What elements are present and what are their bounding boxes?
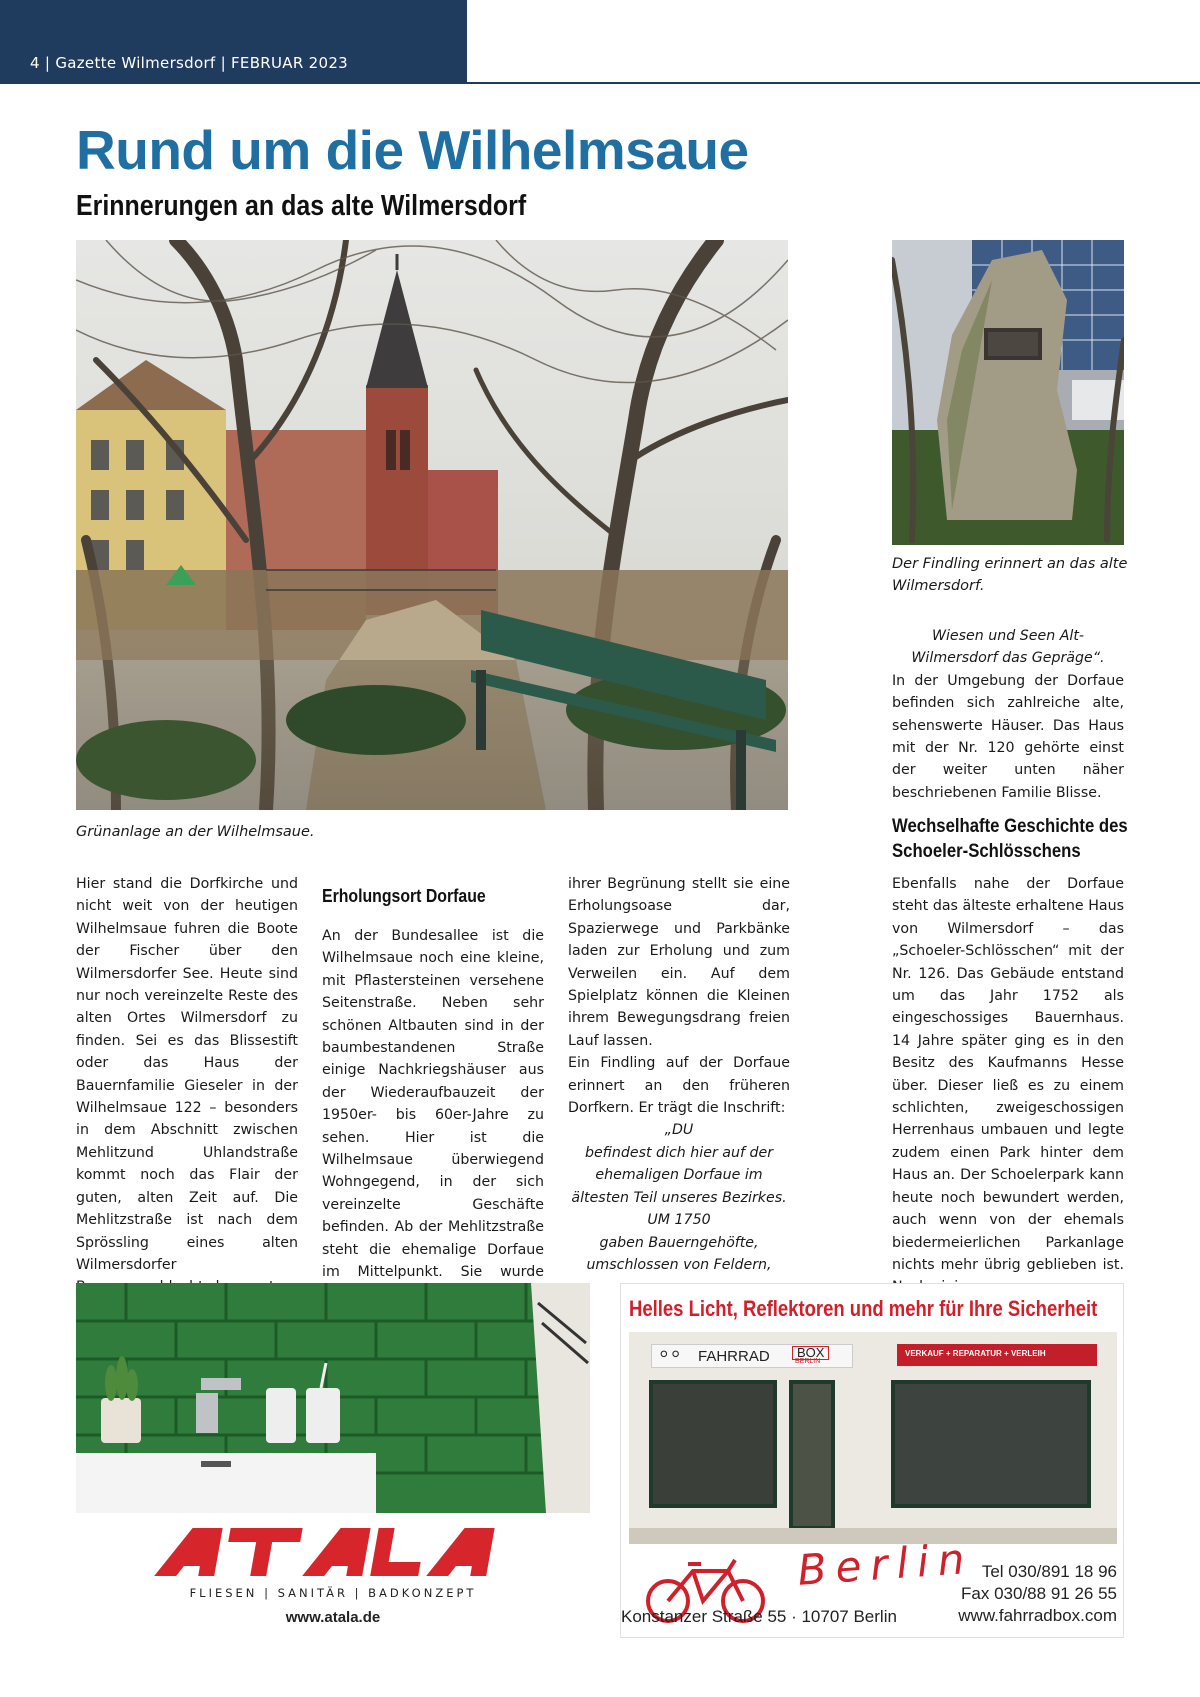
- shop-sign-berlin: BERLIN: [795, 1358, 821, 1365]
- fahrradbox-fax: Fax 030/88 91 26 55: [961, 1584, 1117, 1603]
- park-photo: [76, 240, 788, 810]
- page-subtitle: Erinnerungen an das alte Wilmersdorf: [76, 190, 527, 222]
- shop-window-right: [891, 1380, 1091, 1508]
- inscription-line: gaben Bauerngehöfte,: [599, 1234, 759, 1251]
- column-2-heading: Erholungsort Dorfaue: [322, 886, 486, 906]
- column-3-text-1: ihrer Begrünung stellt sie eine Erholungsoase dar, Spazierwege und Parkbänke laden zur Erholung und zum Verweilen ein. Auf dem Spielplatz können die Kleinen ihrem Bewegungsdrang freien Lauf lassen.: [568, 876, 790, 1049]
- inscription-line: ältesten Teil unseres Bezirkes.: [571, 1189, 787, 1206]
- side-quote-line1: Wiesen und Seen Alt-: [931, 628, 1085, 644]
- column-4-text: Ebenfalls nahe der Dorfaue steht das älteste erhaltene Haus von Wilmersdorf – das „Schoeler-Schlösschen“ mit der Nr. 126. Das Gebäude entstand um das Jahr 1752 als eingeschossiges Bauernhaus. 14 Jahre später ging es in den Besitz des Kaufmanns Hesse über. Dieser ließ es zu einem schlichten, zweigeschossigen Herrenhaus umbauen und legte zudem einen Park hinter dem Haus an. Der Schoelerpark kann heute noch bewundert werden, auch wenn von der ehemals biedermeierlichen Parkanlage nichts mehr übrig geblieben ist.: [892, 876, 1124, 1273]
- atala-logo: [153, 1526, 513, 1578]
- bathroom-image: [76, 1283, 590, 1513]
- shop-sign-left: [651, 1344, 853, 1368]
- park-photo-caption: Grünanlage an der Wilhelmsaue.: [76, 824, 315, 840]
- atala-ad[interactable]: [76, 1283, 590, 1638]
- atala-tagline: FLIESEN | SANITÄR | BADKONZEPT: [189, 1586, 477, 1600]
- shop-sign-fahrrad: FAHRRAD: [698, 1348, 770, 1365]
- article-column-4: [892, 873, 1124, 1299]
- side-quote-line2: Wilmersdorf das Gepräge“.: [911, 650, 1105, 667]
- atala-url[interactable]: www.atala.de: [285, 1609, 381, 1626]
- inscription-line: umschlossen von Feldern,: [586, 1256, 772, 1273]
- inscription-line: ehemaligen Dorfaue im: [595, 1167, 763, 1184]
- side-heading-line1: Wechselhafte Geschichte des: [892, 816, 1128, 838]
- fahrradbox-address: Konstanzer Straße 55 · 10707 Berlin: [621, 1607, 897, 1626]
- header-rule: [467, 82, 1200, 84]
- fahrradbox-city: Berlin: [796, 1533, 975, 1595]
- page-title: Rund um die Wilhelmsaue: [76, 119, 749, 181]
- side-column: [892, 625, 1128, 864]
- header-bar: [0, 0, 467, 84]
- shop-sign-right: [897, 1344, 1097, 1366]
- findling-photo: [892, 240, 1124, 545]
- column-2-text: An der Bundesallee ist die Wilhelmsaue noch eine kleine, mit Pflastersteinen versehene Seitenstraße. Neben sehr schönen Altbauten sind in der baumbestandenen Straße einige Nachkriegshäuser aus der Wiederaufbauzeit der 1950er- bis 60er-Jahre zu sehen. Hier ist die Wilhelmsaue überwiegend Wohngegend, in der sich vereinzelte Geschäfte befinden. Ab der Mehlitzstraße steht die ehemalige Dorfaue im Mittelpunkt. Sie wurde: [322, 928, 544, 1281]
- fahrradbox-tel: Tel 030/891 18 96: [981, 1562, 1117, 1581]
- side-paragraph: In der Umgebung der Dorfaue befinden sich zahlreiche alte, sehenswerte Häuser. Das Haus mit der Nr. 120 gehörte einst der weiter unten näher beschriebenen Familie Blisse.: [892, 672, 1124, 801]
- shop-photo: [629, 1332, 1117, 1544]
- side-heading-line2: Schoeler-Schlösschens: [892, 841, 1081, 863]
- column-3-text-2: Ein Findling auf der Dorfaue erinnert an den früheren Dorfkern. Er trägt die Inschrift:: [568, 1055, 790, 1117]
- shop-sign-box: BOX: [792, 1346, 829, 1360]
- article-column-3: [568, 873, 790, 1276]
- fahrradbox-headline: Helles Licht, Reflektoren und mehr für Ihre Sicherheit: [629, 1296, 1098, 1321]
- shop-banner-text: VERKAUF + REPARATUR + VERLEIH: [905, 1349, 1046, 1358]
- findling-caption-line1: Der Findling erinnert an das alte: [892, 556, 1128, 572]
- inscription-line: befindest dich hier auf der: [584, 1144, 774, 1161]
- inscription-line: „DU: [664, 1122, 694, 1139]
- findling-caption-line2: Wilmersdorf.: [892, 578, 985, 594]
- page-header-line: 4 | Gazette Wilmersdorf | FEBRUAR 2023: [30, 54, 349, 72]
- shop-window-left: [649, 1380, 777, 1508]
- bicycle-icon: ⚪⚪: [658, 1347, 682, 1363]
- article-column-2: [322, 873, 544, 1328]
- shop-door: [789, 1380, 835, 1530]
- fahrradbox-ad[interactable]: [620, 1283, 1124, 1638]
- column-1-text: Hier stand die Dorfkirche und nicht weit von der heutigen Wilhelmsaue fuhren die Boote der Fischer über den Wilmersdorfer See. Heute sind nur noch vereinzelte Reste des alten Ortes Wilmersdorf zu finden. Sei es das Blissestift oder das Haus der Bauernfamilie Gieseler in der Wilhelmsaue 122 – besonders in dem Abschnitt zwischen Mehlitzund Uhlandstraße kommt noch das Flair der guten, alten Zeit auf. Die Mehlitzstraße ist nach dem Sprössling eines alten Wilmersdorfer: [76, 876, 298, 1273]
- fahrradbox-web[interactable]: www.fahrradbox.com: [958, 1606, 1117, 1625]
- article-column-1: [76, 873, 298, 1299]
- inscription-line: UM 1750: [647, 1212, 711, 1229]
